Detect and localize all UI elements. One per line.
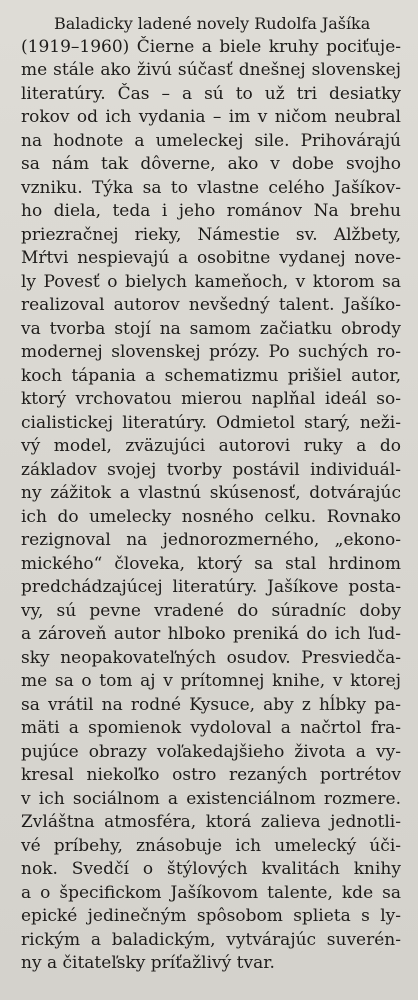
blurb-line: ly Povesť o bielych kameňoch, v ktorom sa — [21, 271, 401, 292]
blurb-line: rickým a baladickým, vytvárajúc suverén- — [21, 929, 401, 950]
blurb-line: me stále ako živú súčasť dnešnej slovenskej — [21, 60, 401, 80]
blurb-line: ho diela, teda i jeho románov Na brehu — [21, 201, 401, 221]
blurb-line: vzniku. Týka sa to vlastne celého Jašíkov- — [21, 177, 401, 198]
blurb-line: základov svojej tvorby postávil individuál- — [21, 459, 401, 480]
blurb-line: vy, sú pevne vradené do súradníc doby — [21, 600, 401, 621]
blurb-line: literatúry. Čas – a sú to už tri desiatky — [21, 83, 401, 104]
blurb-line: realizoval autorov nevšedný talent. Jašíko- — [21, 295, 401, 315]
blurb-line: na hodnote a umeleckej sile. Prihovárajú — [21, 130, 401, 151]
blurb-line: ny a čitateľsky príťažlivý tvar. — [21, 953, 275, 973]
blurb-line: priezračnej rieky, Námestie sv. Alžbety, — [21, 224, 401, 245]
blurb-line: cialistickej literatúry. Odmietol starý, neži- — [21, 412, 401, 433]
blurb-line: pujúce obrazy voľakedajšieho života a vy- — [21, 741, 401, 762]
blurb-line: epické jedinečným spôsobom splieta s ly- — [21, 906, 401, 926]
blurb-line: ktorý vrchovatou mierou naplňal ideál so- — [21, 389, 401, 409]
book-blurb-text — [21, 12, 401, 976]
blurb-line: a o špecifickom Jašíkovom talente, kde sa — [21, 882, 401, 903]
blurb-line: va tvorba stojí na samom začiatku obrody — [21, 318, 401, 339]
blurb-line: mäti a spomienok vydoloval a načrtol fra- — [21, 718, 401, 738]
blurb-line: sa nám tak dôverne, ako v dobe svojho — [21, 154, 401, 174]
blurb-line: vé príbehy, znásobuje ich umelecký úči- — [21, 835, 401, 856]
blurb-line: Baladicky ladené novely Rudolfa Jašíka — [54, 14, 371, 33]
blurb-line: a zároveň autor hlboko preniká do ich ľud- — [21, 624, 401, 644]
blurb-line: rokov od ich vydania – im v ničom neubral — [21, 107, 401, 127]
blurb-line: me sa o tom aj v prítomnej knihe, v ktorej — [21, 671, 401, 691]
blurb-line: nok. Svedčí o štýlových kvalitách knihy — [21, 859, 401, 879]
blurb-line: v ich sociálnom a existenciálnom rozmere. — [21, 788, 401, 809]
blurb-line: sky neopakovateľných osudov. Presviedča- — [21, 647, 401, 668]
blurb-line: Zvláštna atmosféra, ktorá zalieva jednotli- — [21, 812, 401, 832]
blurb-line: mického“ človeka, ktorý sa stal hrdinom — [21, 553, 401, 574]
blurb-line: ny zážitok a vlastnú skúsenosť, dotvárajúc — [21, 483, 401, 503]
blurb-line: (1919–1960) Čierne a biele kruhy pociťuje- — [21, 36, 401, 57]
blurb-line: sa vrátil na rodné Kysuce, aby z hĺbky pa- — [21, 694, 401, 715]
blurb-line: koch tápania a schematizmu prišiel autor, — [21, 365, 401, 386]
blurb-line: rezignoval na jednorozmerného, „ekono- — [21, 530, 401, 550]
blurb-line: Mŕtvi nespievajú a osobitne vydanej nove- — [21, 248, 401, 268]
blurb-line: kresal niekoľko ostro rezaných portrétov — [21, 765, 401, 785]
blurb-line: vý model, zväzujúci autorovi ruky a do — [21, 436, 401, 456]
blurb-line: predchádzajúcej literatúry. Jašíkove posta- — [21, 577, 401, 597]
blurb-line: ich do umelecky nosného celku. Rovnako — [21, 506, 401, 527]
blurb-line: modernej slovenskej prózy. Po suchých ro- — [21, 342, 401, 362]
